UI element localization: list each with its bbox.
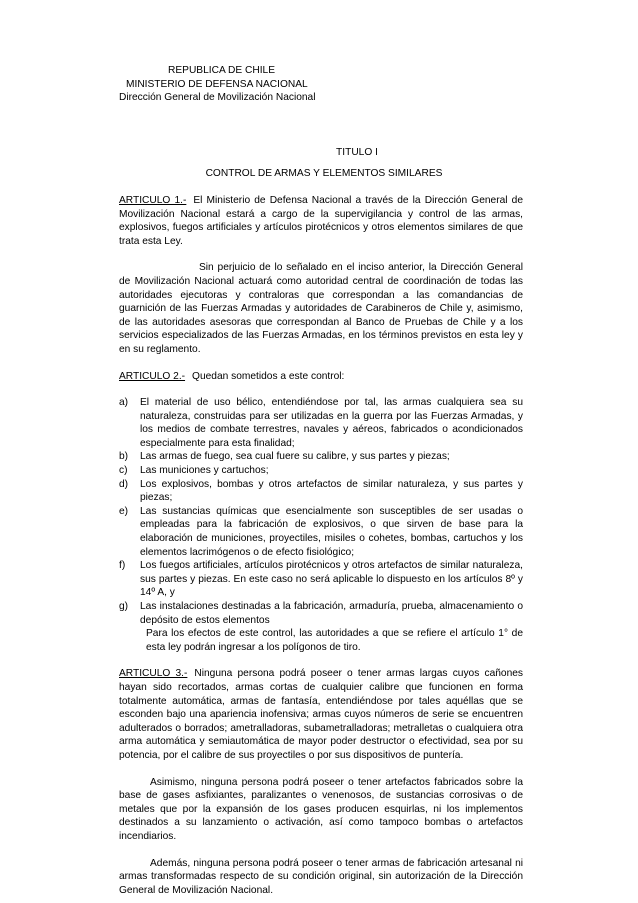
list-item-marker: d) (119, 478, 129, 490)
article-1-paragraph-2: Sin perjuicio de lo señalado en el inciso anterior, la Dirección General de Movilización Nacional actuará como autoridad central de coordinación de todas las autoridades ejecutoras y contraloras que correspondan a las comandancias de guarnición de las Fuerzas Armadas y autoridades de Carabineros de Chile y, asimismo, de las autoridades asesoras que correspondan al Banco de Pruebas de Chile y a los servicios especializados de las Fuerzas Armadas, en los términos previstos en esta ley y en su reglamento. (119, 262, 523, 355)
list-item-text: Las instalaciones destinadas a la fabricación, armaduría, prueba, almacenamiento o depósito de estos elementos (140, 601, 523, 626)
list-item (119, 450, 523, 464)
list-item-text: Las municiones y cartuchos; (140, 465, 269, 477)
article-1-text-1: El Ministerio de Defensa Nacional a través de la Dirección General de Movilización Nacional estará a cargo de la supervigilancia y control de las armas, explosivos, fuegos artificiales y artículos pirotécnicos y otros elementos similares de que trata esta Ley. (119, 194, 523, 247)
list-item-marker: f) (119, 560, 126, 572)
header-country: REPUBLICA DE CHILE (168, 65, 276, 76)
article-2-intro (119, 370, 523, 384)
list-item-text: Los fuegos artificiales, artículos pirotécnicos y otros artefactos de similar naturaleza, sus partes y piezas. En este caso no será aplicable lo dispuesto en los artículos 8º y 14º A, y (140, 560, 523, 599)
article-1-label: ARTICULO 1.- (119, 194, 187, 206)
list-item (119, 600, 523, 627)
list-item (119, 505, 523, 559)
header-ministry: MINISTERIO DE DEFENSA NACIONAL (126, 78, 308, 90)
list-item-marker: b) (119, 451, 129, 463)
list-item (119, 464, 523, 478)
list-item-marker: g) (119, 601, 129, 612)
article-3-label: ARTICULO 3.- (119, 668, 188, 680)
header-directorate: Dirección General de Movilización Nacional (119, 92, 316, 104)
list-item-text: El material de uso bélico, entendiéndose por tal, las armas cualquiera sea su naturaleza, construidas para ser utilizadas en la guerra por las Fuerzas Armadas, y los medios de combate terrestres, navales y aéreos, fabricados o acondicionados especialmente para esta finalidad; (140, 397, 523, 449)
article-2-label: ARTICULO 2.- (119, 370, 186, 382)
list-item-text: Los explosivos, bombas y otros artefactos de similar naturaleza, y sus partes y piezas; (140, 478, 523, 504)
list-item-marker: e) (119, 505, 129, 517)
document-page (119, 64, 523, 897)
article-3-paragraph-2: Asimismo, ninguna persona podrá poseer o tener artefactos fabricados sobre la base de gases asfixiantes, paralizantes o venenosos, de sustancias corrosivas o de metales que por la expansión de los gases producen esquirlas, ni los implementos destinados a su lanzamiento o activación, así como tampoco bombas o artefactos incendiarios. (119, 776, 523, 842)
list-item-text: Las armas de fuego, sea cual fuere su calibre, y sus partes y piezas; (140, 451, 450, 463)
list-item-marker: c) (119, 465, 128, 477)
article-2-intro-text: Quedan sometidos a este control: (192, 370, 345, 382)
list-item (119, 478, 523, 505)
article-3-paragraph-1 (119, 667, 523, 762)
list-item-text: Las sustancias químicas que esencialmente son susceptibles de ser usadas o empleadas para la fabricación de explosivos, o que sirven de base para la elaboración de municiones, proyectiles, misiles o cohetes, bombas, cartuchos y los elementos lacrimógenos o de efecto fisiológico; (140, 505, 523, 558)
document-subtitle: CONTROL DE ARMAS Y ELEMENTOS SIMILARES (205, 168, 443, 180)
article-2-list (119, 396, 523, 627)
article-3-paragraph-3: Además, ninguna persona podrá poseer o tener armas de fabricación artesanal ni armas transformadas respecto de su condición original, sin autorización de la Dirección General de Movilización Nacional. (119, 857, 523, 896)
list-item-marker: a) (119, 397, 129, 409)
article-3-text-1: Ninguna persona podrá poseer o tener armas largas cuyos cañones hayan sido recortados, armas cortas de cualquier calibre que funcionen en forma totalmente automática, armas de fantasía, entendiéndose por tales aquéllas que se esconden bajo una apariencia inofensiva; armas cuyos números de serie se encuentren adulterados o borrados; ametralladoras, subametralladoras; metralletas o cualquiera otra arma automática y semiautomática de mayor poder destructor o efectividad, sea por su potencia, por el calibre de sus proyectiles o por sus dispositivos de puntería. (119, 668, 523, 761)
document-title: TITULO I (336, 146, 378, 158)
article-1-paragraph-1 (119, 194, 523, 248)
list-item (119, 396, 523, 450)
article-2-note: Para los efectos de este control, las autoridades a que se refiere el artículo 1° de esta ley podrán ingresar a los polígonos de tiro. (146, 628, 523, 653)
list-item (119, 559, 523, 600)
